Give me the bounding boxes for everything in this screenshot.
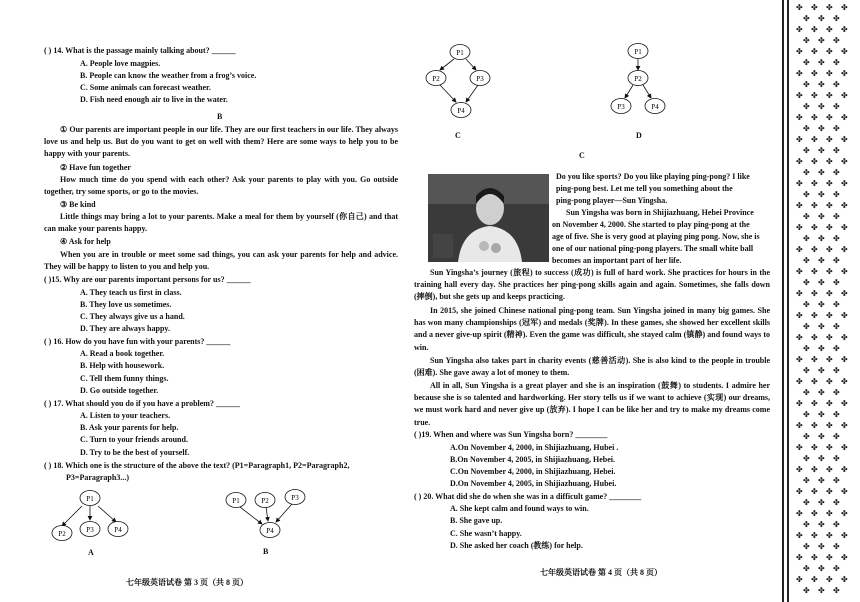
rail-ornament-icon: ✤ bbox=[826, 91, 833, 100]
rail-ornament-icon: ✤ bbox=[818, 498, 825, 507]
c-bio-line-2: on November 4, 2000. She started to play ping-pong at the bbox=[552, 220, 750, 229]
rail-ornament-icon: ✤ bbox=[803, 366, 810, 375]
passage-c-charity: Sun Yingsha also takes part in charity events (慈善活动). She is also kind to the people in trouble (困难). She gave away a lot of money to them. bbox=[414, 356, 770, 378]
rail-ornament-icon: ✤ bbox=[803, 146, 810, 155]
node-b-p4: P4 bbox=[266, 527, 274, 535]
rail-ornament-icon: ✤ bbox=[796, 267, 803, 276]
rail-ornament-icon: ✤ bbox=[811, 157, 818, 166]
rail-ornament-icon: ✤ bbox=[818, 542, 825, 551]
rail-ornament-icon: ✤ bbox=[796, 69, 803, 78]
c-intro-line-1: Do you like sports? Do you like playing ping-pong? I like bbox=[556, 172, 750, 181]
c-bio-line-1: Sun Yingsha was born in Shijiazhuang, Hebei Province bbox=[566, 208, 754, 217]
q20-option-c: C. She wasn’t happy. bbox=[450, 529, 522, 538]
rail-ornament-icon: ✤ bbox=[803, 476, 810, 485]
rail-ornament-icon: ✤ bbox=[818, 278, 825, 287]
q20-option-a: A. She kept calm and found ways to win. bbox=[450, 504, 589, 513]
rail-ornament-icon: ✤ bbox=[841, 443, 848, 452]
rail-ornament-icon: ✤ bbox=[811, 223, 818, 232]
rail-ornament-icon: ✤ bbox=[796, 333, 803, 342]
rail-ornament-icon: ✤ bbox=[803, 410, 810, 419]
rail-ornament-icon: ✤ bbox=[826, 47, 833, 56]
rail-ornament-icon: ✤ bbox=[796, 553, 803, 562]
rail-ornament-icon: ✤ bbox=[818, 190, 825, 199]
node-p2-label: P2 bbox=[58, 530, 66, 538]
q20-option-b: B. She gave up. bbox=[450, 516, 503, 525]
rail-ornament-icon: ✤ bbox=[833, 410, 840, 419]
binding-line-outer bbox=[782, 0, 784, 602]
rail-ornament-icon: ✤ bbox=[826, 113, 833, 122]
node-d-p2: P2 bbox=[634, 75, 642, 83]
rail-ornament-icon: ✤ bbox=[818, 102, 825, 111]
rail-ornament-icon: ✤ bbox=[796, 531, 803, 540]
passage-c-all-in-all: All in all, Sun Yingsha is a great player and she is an inspiration (鼓舞) to students. I admire her because she is so talented and hardworking. Her story tells us if we want to achieve (实现) our dreams, we must work hard and never give up (放弃). I hope I can be like her and try to make my dreams come true. bbox=[414, 381, 770, 427]
c-bio-line-4: one of our national ping-pong players. The small white ball bbox=[552, 244, 754, 253]
rail-ornament-icon: ✤ bbox=[796, 25, 803, 34]
rail-ornament-icon: ✤ bbox=[811, 113, 818, 122]
rail-ornament-icon: ✤ bbox=[803, 586, 810, 595]
question-18-stem-cont: P3=Paragraph3...) bbox=[66, 473, 129, 482]
rail-ornament-icon: ✤ bbox=[818, 80, 825, 89]
rail-ornament-icon: ✤ bbox=[841, 91, 848, 100]
q19-option-d: D.On November 4, 2005, in Shijiazhuang, Hubei. bbox=[450, 479, 617, 488]
node-p3-label: P3 bbox=[86, 526, 94, 534]
rail-ornament-icon: ✤ bbox=[841, 487, 848, 496]
rail-ornament-icon: ✤ bbox=[826, 575, 833, 584]
c-bio-line-5: becomes an important part of her life. bbox=[552, 256, 682, 265]
rail-ornament-icon: ✤ bbox=[811, 421, 818, 430]
rail-ornament-icon: ✤ bbox=[796, 113, 803, 122]
node-b-p2: P2 bbox=[261, 497, 269, 505]
rail-ornament-icon: ✤ bbox=[811, 3, 818, 12]
rail-ornament-icon: ✤ bbox=[833, 124, 840, 133]
rail-ornament-icon: ✤ bbox=[826, 377, 833, 386]
rail-ornament-icon: ✤ bbox=[818, 366, 825, 375]
rail-ornament-icon: ✤ bbox=[833, 278, 840, 287]
rail-ornament-icon: ✤ bbox=[841, 3, 848, 12]
rail-ornament-icon: ✤ bbox=[811, 509, 818, 518]
rail-ornament-icon: ✤ bbox=[818, 564, 825, 573]
rail-ornament-icon: ✤ bbox=[833, 102, 840, 111]
q19-option-c: C.On November 4, 2000, in Shijiazhuang, Hebei. bbox=[450, 467, 616, 476]
rail-ornament-icon: ✤ bbox=[841, 179, 848, 188]
rail-ornament-icon: ✤ bbox=[841, 465, 848, 474]
rail-ornament-icon: ✤ bbox=[833, 542, 840, 551]
rail-ornament-icon: ✤ bbox=[841, 509, 848, 518]
structure-diagram-a bbox=[40, 484, 140, 546]
rail-ornament-icon: ✤ bbox=[826, 421, 833, 430]
rail-ornament-icon: ✤ bbox=[803, 14, 810, 23]
rail-ornament-icon: ✤ bbox=[796, 201, 803, 210]
section-b-heading: B bbox=[217, 112, 223, 121]
passage-b-heading-3: ③ Be kind bbox=[60, 200, 96, 209]
rail-ornament-icon: ✤ bbox=[796, 157, 803, 166]
rail-ornament-icon: ✤ bbox=[811, 267, 818, 276]
rail-ornament-icon: ✤ bbox=[796, 311, 803, 320]
structure-diagram-b bbox=[222, 486, 312, 544]
rail-ornament-icon: ✤ bbox=[826, 531, 833, 540]
node-p1-label: P1 bbox=[86, 495, 94, 503]
rail-ornament-icon: ✤ bbox=[803, 234, 810, 243]
rail-ornament-icon: ✤ bbox=[833, 520, 840, 529]
rail-ornament-icon: ✤ bbox=[796, 487, 803, 496]
rail-ornament-icon: ✤ bbox=[841, 421, 848, 430]
rail-ornament-icon: ✤ bbox=[826, 355, 833, 364]
q14-option-a: A. People love magpies. bbox=[80, 59, 161, 68]
question-17-stem: ( ) 17. What should you do if you have a problem? ______ bbox=[44, 399, 240, 408]
rail-ornament-icon: ✤ bbox=[826, 223, 833, 232]
rail-ornament-icon: ✤ bbox=[841, 311, 848, 320]
rail-ornament-icon: ✤ bbox=[796, 223, 803, 232]
rail-ornament-icon: ✤ bbox=[826, 3, 833, 12]
rail-ornament-icon: ✤ bbox=[818, 300, 825, 309]
binding-margin-decoration bbox=[786, 0, 860, 602]
rail-ornament-icon: ✤ bbox=[826, 179, 833, 188]
rail-ornament-icon: ✤ bbox=[803, 564, 810, 573]
q19-option-b: B.On November 4, 2005, in Shijiazhuang, Hebei. bbox=[450, 455, 615, 464]
node-c-p2: P2 bbox=[432, 75, 440, 83]
rail-ornament-icon: ✤ bbox=[818, 36, 825, 45]
rail-ornament-icon: ✤ bbox=[796, 179, 803, 188]
rail-ornament-icon: ✤ bbox=[841, 531, 848, 540]
rail-ornament-icon: ✤ bbox=[803, 454, 810, 463]
section-c-heading: C bbox=[579, 151, 585, 160]
rail-ornament-icon: ✤ bbox=[826, 135, 833, 144]
question-15-stem: ( )15. Why are our parents important persons for us? ______ bbox=[44, 275, 251, 284]
rail-ornament-icon: ✤ bbox=[826, 333, 833, 342]
diagram-b-label: B bbox=[263, 547, 269, 556]
rail-ornament-icon: ✤ bbox=[826, 267, 833, 276]
rail-ornament-icon: ✤ bbox=[803, 190, 810, 199]
rail-ornament-icon: ✤ bbox=[811, 487, 818, 496]
rail-ornament-icon: ✤ bbox=[796, 377, 803, 386]
rail-ornament-icon: ✤ bbox=[841, 355, 848, 364]
node-c-p1: P1 bbox=[456, 49, 464, 57]
rail-ornament-icon: ✤ bbox=[818, 586, 825, 595]
rail-ornament-icon: ✤ bbox=[833, 36, 840, 45]
passage-b-para-3: Little things may bring a lot to your parents. Make a meal for them by yourself (你自己) and that can make your parents happy. bbox=[44, 212, 398, 234]
rail-ornament-icon: ✤ bbox=[826, 25, 833, 34]
rail-ornament-icon: ✤ bbox=[841, 113, 848, 122]
node-c-p3: P3 bbox=[476, 75, 484, 83]
rail-ornament-icon: ✤ bbox=[826, 465, 833, 474]
rail-ornament-icon: ✤ bbox=[818, 388, 825, 397]
q16-option-c: C. Tell them funny things. bbox=[80, 374, 169, 383]
rail-ornament-icon: ✤ bbox=[796, 443, 803, 452]
rail-ornament-icon: ✤ bbox=[811, 575, 818, 584]
rail-ornament-icon: ✤ bbox=[796, 465, 803, 474]
rail-ornament-icon: ✤ bbox=[811, 553, 818, 562]
rail-ornament-icon: ✤ bbox=[833, 14, 840, 23]
rail-ornament-icon: ✤ bbox=[803, 520, 810, 529]
rail-ornament-icon: ✤ bbox=[803, 542, 810, 551]
rail-ornament-icon: ✤ bbox=[811, 465, 818, 474]
rail-ornament-icon: ✤ bbox=[796, 509, 803, 518]
rail-ornament-icon: ✤ bbox=[803, 300, 810, 309]
rail-ornament-icon: ✤ bbox=[811, 311, 818, 320]
q14-option-c: C. Some animals can forecast weather. bbox=[80, 83, 211, 92]
rail-ornament-icon: ✤ bbox=[811, 179, 818, 188]
rail-ornament-icon: ✤ bbox=[841, 553, 848, 562]
q20-option-d: D. She asked her coach (教练) for help. bbox=[450, 541, 583, 550]
q17-option-b: B. Ask your parents for help. bbox=[80, 423, 179, 432]
rail-ornament-icon: ✤ bbox=[818, 344, 825, 353]
rail-ornament-icon: ✤ bbox=[833, 58, 840, 67]
question-20-stem: ( ) 20. What did she do when she was in a difficult game? ________ bbox=[414, 492, 642, 501]
passage-b-para-4: When you are in trouble or meet some sad things, you can ask your parents for help and advice. They will be happy to listen to you and help you. bbox=[44, 250, 398, 272]
rail-ornament-icon: ✤ bbox=[833, 564, 840, 573]
passage-c-journey: Sun Yingsha’s journey (旅程) to success (成功) is full of hard work. She practices for hours in the training hall every day. She practices her ping-pong skills again and again. Sometimes, she falls down (摔倒), but she gets up and keeps practicing. bbox=[414, 268, 770, 302]
rail-ornament-icon: ✤ bbox=[811, 289, 818, 298]
node-b-p1: P1 bbox=[232, 497, 240, 505]
passage-b-para-2: How much time do you spend with each other? Ask your parents to play with you. Go outside together, try some sports, or go to the movies. bbox=[44, 175, 398, 197]
rail-ornament-icon: ✤ bbox=[833, 146, 840, 155]
rail-ornament-icon: ✤ bbox=[803, 124, 810, 133]
q17-option-a: A. Listen to your teachers. bbox=[80, 411, 171, 420]
question-18-stem: ( ) 18. Which one is the structure of the above the text? (P1=Paragraph1, P2=Paragraph2, bbox=[44, 461, 350, 470]
passage-b-heading-4: ④ Ask for help bbox=[60, 237, 111, 246]
rail-ornament-icon: ✤ bbox=[803, 212, 810, 221]
rail-ornament-icon: ✤ bbox=[803, 168, 810, 177]
question-14-stem: ( ) 14. What is the passage mainly talking about? ______ bbox=[44, 46, 236, 55]
q15-option-c: C. They always give us a hand. bbox=[80, 312, 185, 321]
rail-ornament-icon: ✤ bbox=[841, 377, 848, 386]
rail-ornament-icon: ✤ bbox=[796, 575, 803, 584]
rail-ornament-icon: ✤ bbox=[833, 498, 840, 507]
diagram-a-label: A bbox=[88, 548, 94, 557]
rail-ornament-icon: ✤ bbox=[811, 201, 818, 210]
footer-page-3: 七年级英语试卷 第 3 页（共 8 页） bbox=[126, 578, 248, 587]
rail-ornament-icon: ✤ bbox=[803, 36, 810, 45]
rail-ornament-icon: ✤ bbox=[833, 322, 840, 331]
rail-ornament-icon: ✤ bbox=[803, 344, 810, 353]
node-c-p4: P4 bbox=[457, 107, 465, 115]
footer-page-4: 七年级英语试卷 第 4 页（共 8 页） bbox=[540, 568, 662, 577]
structure-diagram-c bbox=[420, 40, 500, 122]
rail-ornament-icon: ✤ bbox=[841, 333, 848, 342]
question-19-stem: ( )19. When and where was Sun Yingsha born? ________ bbox=[414, 430, 608, 439]
rail-ornament-icon: ✤ bbox=[796, 245, 803, 254]
q17-option-c: C. Turn to your friends around. bbox=[80, 435, 188, 444]
rail-ornament-icon: ✤ bbox=[796, 135, 803, 144]
rail-ornament-icon: ✤ bbox=[833, 586, 840, 595]
rail-ornament-icon: ✤ bbox=[811, 245, 818, 254]
rail-ornament-icon: ✤ bbox=[811, 399, 818, 408]
rail-ornament-icon: ✤ bbox=[818, 212, 825, 221]
rail-ornament-icon: ✤ bbox=[841, 201, 848, 210]
rail-ornament-icon: ✤ bbox=[818, 168, 825, 177]
rail-ornament-icon: ✤ bbox=[841, 399, 848, 408]
rail-ornament-icon: ✤ bbox=[826, 509, 833, 518]
rail-ornament-icon: ✤ bbox=[796, 47, 803, 56]
q16-option-b: B. Help with housework. bbox=[80, 361, 165, 370]
rail-ornament-icon: ✤ bbox=[796, 289, 803, 298]
rail-ornament-icon: ✤ bbox=[803, 102, 810, 111]
rail-ornament-icon: ✤ bbox=[826, 245, 833, 254]
question-16-stem: ( ) 16. How do you have fun with your parents? ______ bbox=[44, 337, 231, 346]
rail-ornament-icon: ✤ bbox=[841, 135, 848, 144]
rail-ornament-icon: ✤ bbox=[818, 454, 825, 463]
rail-ornament-icon: ✤ bbox=[811, 69, 818, 78]
rail-ornament-icon: ✤ bbox=[833, 476, 840, 485]
node-d-p3: P3 bbox=[617, 103, 625, 111]
rail-ornament-icon: ✤ bbox=[811, 377, 818, 386]
rail-ornament-icon: ✤ bbox=[826, 399, 833, 408]
rail-ornament-icon: ✤ bbox=[803, 432, 810, 441]
rail-ornament-icon: ✤ bbox=[841, 223, 848, 232]
rail-ornament-icon: ✤ bbox=[841, 245, 848, 254]
rail-ornament-icon: ✤ bbox=[811, 47, 818, 56]
rail-ornament-icon: ✤ bbox=[803, 388, 810, 397]
rail-ornament-icon: ✤ bbox=[796, 355, 803, 364]
rail-ornament-icon: ✤ bbox=[818, 256, 825, 265]
rail-ornament-icon: ✤ bbox=[826, 487, 833, 496]
diagram-d-label: D bbox=[636, 131, 642, 140]
q17-option-d: D. Try to be the best of yourself. bbox=[80, 448, 190, 457]
rail-ornament-icon: ✤ bbox=[811, 355, 818, 364]
rail-ornament-icon: ✤ bbox=[826, 553, 833, 562]
passage-b-intro: ① Our parents are important people in our life. They are our first teachers in our life. They always love us and help us. But do you want to get on well with them? Here are some ways to help you to be happy with your parents. bbox=[44, 125, 398, 159]
rail-ornament-icon: ✤ bbox=[841, 267, 848, 276]
rail-ornament-icon: ✤ bbox=[818, 234, 825, 243]
c-bio-line-3: age of five. She is very good at playing ping pong. Now, she is bbox=[552, 232, 760, 241]
rail-ornament-icon: ✤ bbox=[833, 256, 840, 265]
rail-ornament-icon: ✤ bbox=[826, 311, 833, 320]
rail-ornament-icon: ✤ bbox=[826, 157, 833, 166]
rail-ornament-icon: ✤ bbox=[841, 47, 848, 56]
node-d-p1: P1 bbox=[634, 48, 642, 56]
q15-option-b: B. They love us sometimes. bbox=[80, 300, 172, 309]
rail-ornament-icon: ✤ bbox=[833, 388, 840, 397]
rail-ornament-icon: ✤ bbox=[811, 135, 818, 144]
node-b-p3: P3 bbox=[291, 494, 299, 502]
passage-c-2015: In 2015, she joined Chinese national ping-pong team. Sun Yingsha joined in many big games. She has won many championships (冠军) and medals (奖牌). In these games, she showed her excellent skills and a never give-up spirit (精神). Even the game was difficult, she stayed calm (镇静) and found ways to win. bbox=[414, 306, 770, 352]
rail-ornament-icon: ✤ bbox=[833, 168, 840, 177]
rail-ornament-icon: ✤ bbox=[841, 289, 848, 298]
rail-ornament-icon: ✤ bbox=[818, 14, 825, 23]
rail-ornament-icon: ✤ bbox=[818, 432, 825, 441]
rail-ornament-icon: ✤ bbox=[833, 300, 840, 309]
rail-ornament-icon: ✤ bbox=[811, 25, 818, 34]
rail-ornament-icon: ✤ bbox=[826, 289, 833, 298]
rail-ornament-icon: ✤ bbox=[841, 575, 848, 584]
rail-ornament-icon: ✤ bbox=[818, 146, 825, 155]
rail-ornament-icon: ✤ bbox=[833, 212, 840, 221]
structure-diagram-d bbox=[605, 40, 675, 122]
q16-option-d: D. Go outside together. bbox=[80, 386, 159, 395]
rail-ornament-icon: ✤ bbox=[811, 531, 818, 540]
rail-ornament-icon: ✤ bbox=[811, 91, 818, 100]
rail-ornament-icon: ✤ bbox=[818, 124, 825, 133]
rail-ornament-icon: ✤ bbox=[841, 157, 848, 166]
rail-ornament-icon: ✤ bbox=[833, 234, 840, 243]
rail-ornament-icon: ✤ bbox=[811, 333, 818, 342]
rail-ornament-icon: ✤ bbox=[803, 278, 810, 287]
rail-ornament-icon: ✤ bbox=[796, 3, 803, 12]
c-intro-line-2: ping-pong best. Let me tell you something about the bbox=[556, 184, 733, 193]
rail-ornament-icon: ✤ bbox=[818, 58, 825, 67]
rail-ornament-icon: ✤ bbox=[841, 25, 848, 34]
rail-ornament-icon: ✤ bbox=[803, 80, 810, 89]
q15-option-d: D. They are always happy. bbox=[80, 324, 170, 333]
q16-option-a: A. Read a book together. bbox=[80, 349, 165, 358]
c-intro-line-3: ping-pong player—Sun Yingsha. bbox=[556, 196, 668, 205]
rail-ornament-icon: ✤ bbox=[833, 80, 840, 89]
rail-ornament-icon: ✤ bbox=[833, 190, 840, 199]
rail-ornament-icon: ✤ bbox=[833, 454, 840, 463]
rail-ornament-icon: ✤ bbox=[826, 69, 833, 78]
rail-ornament-icon: ✤ bbox=[818, 520, 825, 529]
rail-ornament-icon: ✤ bbox=[818, 476, 825, 485]
q14-option-d: D. Fish need enough air to live in the water. bbox=[80, 95, 228, 104]
rail-ornament-icon: ✤ bbox=[833, 366, 840, 375]
rail-ornament-icon: ✤ bbox=[818, 410, 825, 419]
rail-ornament-icon: ✤ bbox=[818, 322, 825, 331]
rail-ornament-icon: ✤ bbox=[841, 69, 848, 78]
rail-ornament-icon: ✤ bbox=[826, 443, 833, 452]
rail-ornament-icon: ✤ bbox=[803, 322, 810, 331]
rail-ornament-icon: ✤ bbox=[803, 58, 810, 67]
q19-option-a: A.On November 4, 2000, in Shijiazhuang, Hubei . bbox=[450, 443, 619, 452]
q14-option-b: B. People can know the weather from a frog’s voice. bbox=[80, 71, 257, 80]
q15-option-a: A. They teach us first in class. bbox=[80, 288, 182, 297]
diagram-c-label: C bbox=[455, 131, 461, 140]
rail-ornament-icon: ✤ bbox=[796, 399, 803, 408]
rail-ornament-icon: ✤ bbox=[803, 256, 810, 265]
rail-ornament-icon: ✤ bbox=[796, 421, 803, 430]
rail-ornament-icon: ✤ bbox=[796, 91, 803, 100]
node-p4-label: P4 bbox=[114, 526, 122, 534]
node-d-p4: P4 bbox=[651, 103, 659, 111]
passage-b-heading-2: ② Have fun together bbox=[60, 163, 131, 172]
rail-ornament-icon: ✤ bbox=[833, 344, 840, 353]
rail-ornament-icon: ✤ bbox=[803, 498, 810, 507]
rail-ornament-icon: ✤ bbox=[833, 432, 840, 441]
athlete-photo bbox=[428, 174, 549, 262]
rail-ornament-icon: ✤ bbox=[826, 201, 833, 210]
rail-ornament-icon: ✤ bbox=[811, 443, 818, 452]
